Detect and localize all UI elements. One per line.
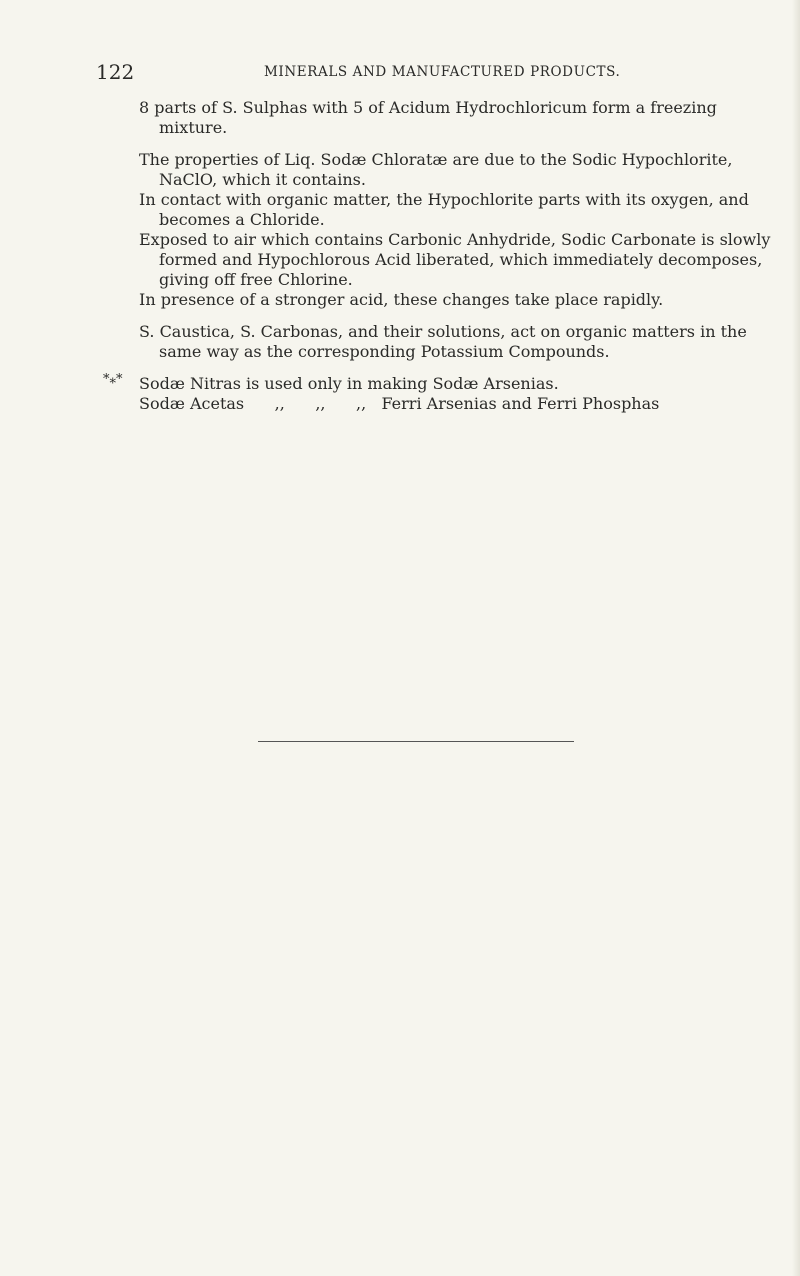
paragraph-air-exposure: Exposed to air which contains Carbonic Anhydride, Sodic Carbonate is slowly formed and Hypochlorous Acid liberated, which immediately decomposes, giving off free Chlorine. bbox=[139, 230, 771, 289]
paragraph-caustica: S. Caustica, S. Carbonas, and their solutions, act on organic matters in the same way as the corresponding Potassium Compounds. bbox=[139, 322, 747, 361]
paragraph-organic-contact: In contact with organic matter, the Hypochlorite parts with its oxygen, and becomes a Chloride. bbox=[139, 190, 749, 229]
asterism-mark: *⁎* bbox=[103, 372, 123, 387]
note-line-acetas: Sodæ Acetas ,, ,, ,, Ferri Arsenias and Ferri Phosphas bbox=[139, 394, 660, 413]
footnote-block bbox=[103, 372, 789, 414]
end-rule bbox=[258, 741, 574, 742]
paragraph-stronger-acid: In presence of a stronger acid, these changes take place rapidly. bbox=[139, 290, 664, 309]
page-edge-shadow bbox=[792, 0, 800, 1276]
page-number: 122 bbox=[96, 60, 135, 84]
page-header bbox=[96, 60, 706, 84]
paragraph-properties: The properties of Liq. Sodæ Chloratæ are due to the Sodic Hypochlorite, NaClO, which it contains. bbox=[139, 150, 733, 189]
paragraph-freezing-mixture: 8 parts of S. Sulphas with 5 of Acidum Hydrochloricum form a freezing mixture. bbox=[139, 98, 717, 137]
note-line-nitras: Sodæ Nitras is used only in making Sodæ Arsenias. bbox=[139, 374, 559, 393]
body-text bbox=[103, 98, 789, 414]
running-head: MINERALS AND MANUFACTURED PRODUCTS. bbox=[264, 64, 621, 80]
